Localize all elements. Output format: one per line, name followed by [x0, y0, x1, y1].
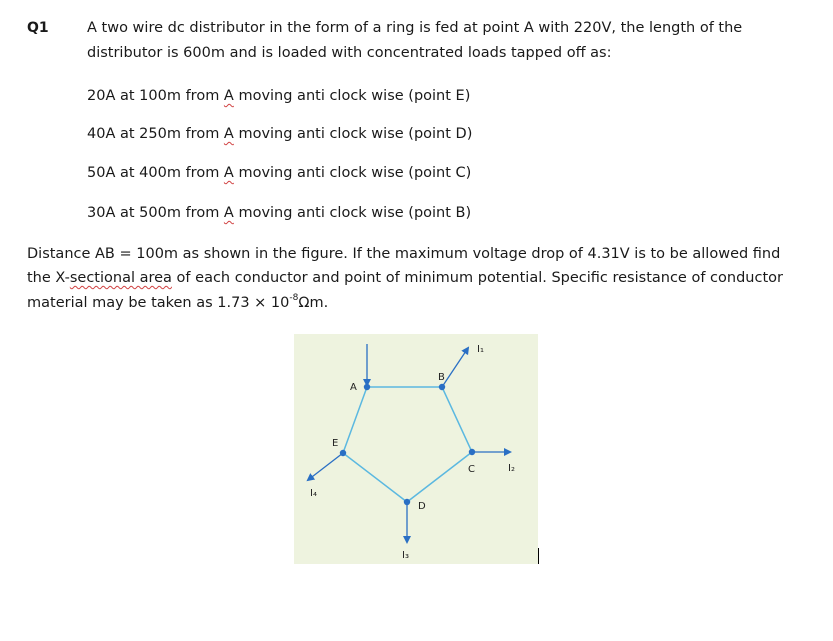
question-number: Q1 — [27, 20, 49, 36]
ring-conductor — [343, 387, 472, 502]
load-line-4 — [87, 203, 471, 223]
para-text: of each conductor and point of minimum potential. Specific resistance of conductor — [171, 270, 783, 286]
load-text: moving anti clock wise (point D) — [233, 126, 473, 142]
label-b: B — [438, 372, 445, 383]
ring-diagram — [294, 334, 538, 564]
load-text: moving anti clock wise (point E) — [233, 88, 471, 104]
load-line-1 — [87, 86, 470, 106]
text-cursor — [538, 548, 539, 564]
paragraph-line-1: Distance AB = 100m as shown in the figure. If the maximum voltage drop of 4.31V is to be allowed find — [27, 246, 781, 262]
load-text: moving anti clock wise (point C) — [233, 165, 472, 181]
node-b — [439, 384, 445, 390]
load-arrow-e — [308, 453, 343, 480]
load-ref: A — [223, 205, 234, 221]
load-ref: A — [223, 165, 234, 181]
load-text: 50A at 400m from — [87, 165, 224, 181]
node-a — [364, 384, 370, 390]
load-text: 40A at 250m from — [87, 126, 224, 142]
para-text: Ωm. — [298, 295, 329, 311]
label-d: D — [418, 501, 426, 512]
load-text: moving anti clock wise (point B) — [233, 205, 472, 221]
ring-distributor-figure — [294, 334, 538, 564]
exponent: -8 — [289, 293, 299, 304]
node-c — [469, 449, 475, 455]
load-arrow-b — [442, 348, 468, 387]
label-e: E — [332, 438, 339, 449]
load-line-2 — [87, 124, 472, 144]
paragraph-line-3 — [27, 293, 328, 313]
load-ref: A — [223, 126, 234, 142]
node-e — [340, 450, 346, 456]
load-text: 20A at 100m from — [87, 88, 224, 104]
load-line-3 — [87, 163, 471, 183]
load-text: 30A at 500m from — [87, 205, 224, 221]
intro-line-1: A two wire dc distributor in the form of a ring is fed at point A with 220V, the length of the — [87, 20, 743, 36]
label-i4: I₄ — [310, 488, 317, 499]
ring-nodes — [340, 384, 475, 505]
label-i1: I₁ — [477, 344, 484, 355]
intro-line-2: distributor is 600m and is loaded with concentrated loads tapped off as: — [87, 45, 612, 61]
paragraph-line-2 — [27, 268, 783, 288]
node-d — [404, 499, 410, 505]
label-i3: I₃ — [402, 550, 409, 561]
para-text: material may be taken as 1.73 × 10 — [27, 295, 290, 311]
para-wavy-text: sectional area — [69, 270, 172, 286]
label-c: C — [468, 464, 475, 475]
load-ref: A — [223, 88, 234, 104]
label-i2: I₂ — [508, 463, 515, 474]
para-text: the X- — [27, 270, 70, 286]
label-a: A — [350, 382, 357, 393]
